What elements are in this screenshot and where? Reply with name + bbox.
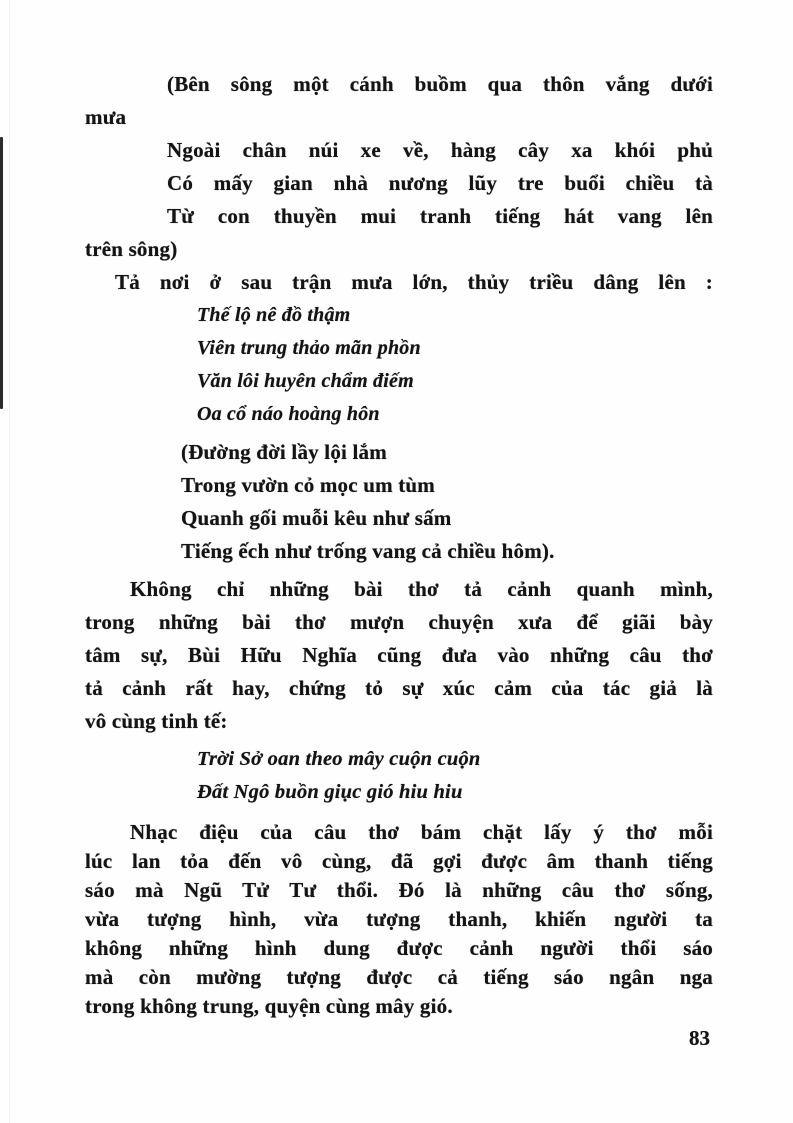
scan-edge-artifact <box>0 137 3 409</box>
text-line: mưa <box>85 105 127 129</box>
text-line: Văn lôi huyên chẩm điếm <box>197 370 414 392</box>
text-line: Viên trung thảo mãn phồn <box>197 337 421 359</box>
text-line: Oa cổ náo hoàng hôn <box>197 403 380 425</box>
text-line: tâm sự, Bùi Hữu Nghĩa cũng đưa vào những câu thơ <box>85 643 713 667</box>
text-line: Tiếng ếch như trống vang cả chiều hôm). <box>181 539 555 563</box>
text-line: Quanh gối muỗi kêu như sấm <box>181 506 452 530</box>
text-line: tả cảnh rất hay, chứng tỏ sự xúc cảm của tác giả là <box>85 676 713 700</box>
text-line: Nhạc điệu của câu thơ bám chặt lấy ý thơ mỗi <box>130 820 713 844</box>
page-number: 83 <box>689 1026 710 1050</box>
text-line: Trời Sở oan theo mây cuộn cuộn <box>197 748 481 770</box>
page-lines <box>85 68 713 1021</box>
text-line: Tả nơi ở sau trận mưa lớn, thủy triều dâng lên : <box>115 270 713 294</box>
text-line: Ngoài chân núi xe về, hàng cây xa khói phủ <box>167 138 713 162</box>
text-line: (Đường đời lầy lội lắm <box>181 440 387 464</box>
text-line: Không chỉ những bài thơ tả cảnh quanh mình, <box>130 577 713 601</box>
text-line: không những hình dung được cảnh người thổi sáo <box>85 936 713 960</box>
text-line: Từ con thuyền mui tranh tiếng hát vang lên <box>167 204 713 228</box>
text-line: trong những bài thơ mượn chuyện xưa để giãi bày <box>85 610 713 634</box>
text-line: Trong vườn cỏ mọc um tùm <box>181 473 436 497</box>
text-line: (Bên sông một cánh buồm qua thôn vắng dưới <box>167 72 713 96</box>
text-line: vô cùng tinh tế: <box>85 709 228 733</box>
scan-gutter-line <box>9 0 10 1123</box>
text-line: Thế lộ nê đồ thậm <box>197 304 351 326</box>
text-line: trong không trung, quyện cùng mây gió. <box>85 994 453 1018</box>
text-line: sáo mà Ngũ Tử Tư thổi. Đó là những câu thơ sống, <box>85 878 713 902</box>
text-line: Đất Ngô buồn giục gió hiu hiu <box>197 781 463 803</box>
text-line: trên sông) <box>85 237 178 261</box>
text-line: mà còn mường tượng được cả tiếng sáo ngân nga <box>85 965 713 989</box>
text-line: vừa tượng hình, vừa tượng thanh, khiến người ta <box>85 907 713 931</box>
text-line: Có mấy gian nhà nương lũy tre buổi chiều tà <box>167 171 713 195</box>
text-line: lúc lan tỏa đến vô cùng, đã gợi được âm thanh tiếng <box>85 849 713 873</box>
